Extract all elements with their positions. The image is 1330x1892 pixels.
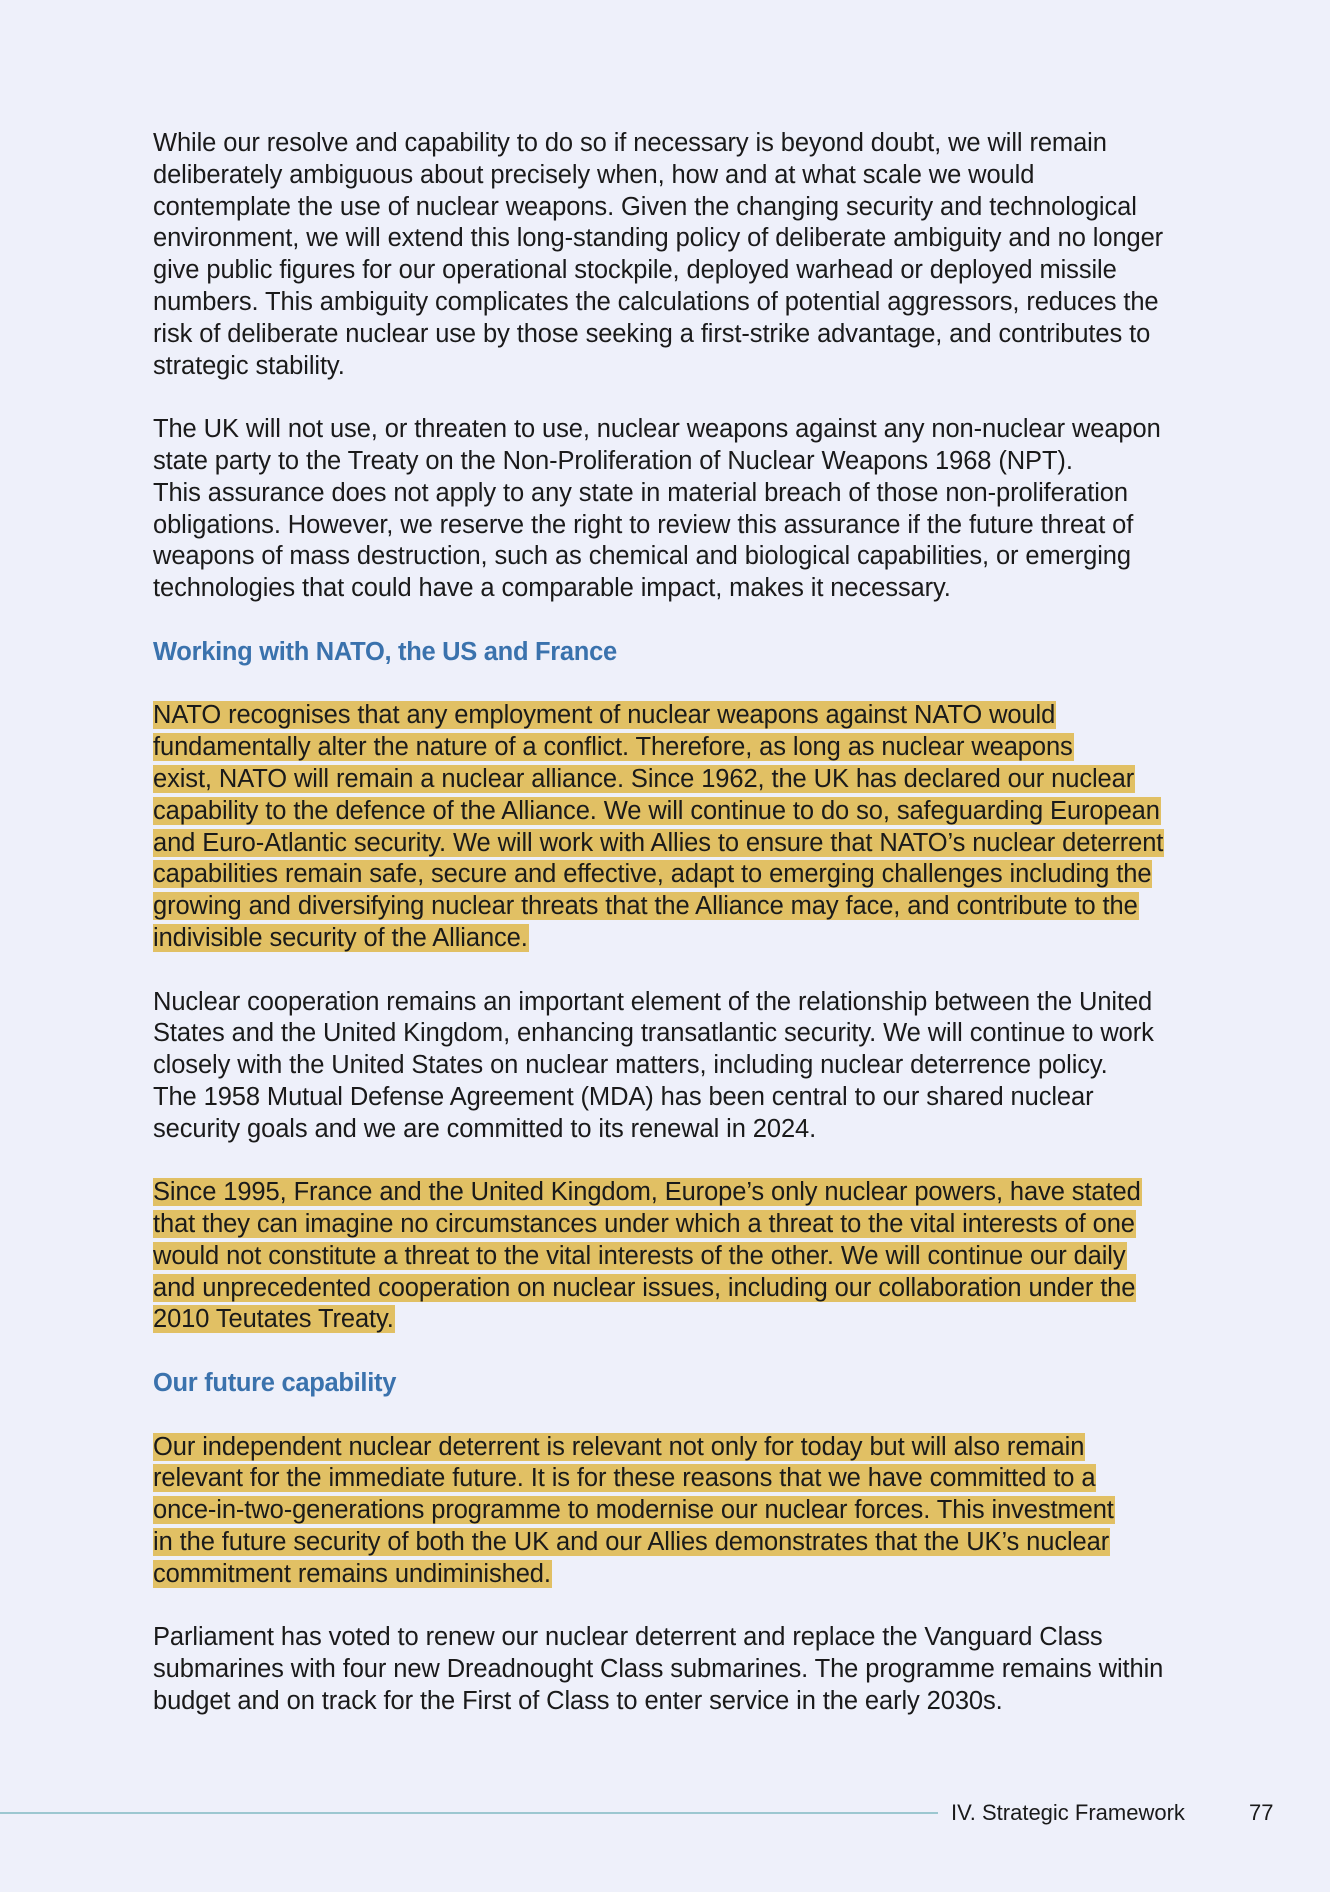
text-line <box>153 510 1213 542</box>
footer-divider <box>0 1812 938 1814</box>
text-line-content: security goals and we are committed to its renewal in 2024. <box>153 1114 817 1143</box>
text-line-content: budget and on track for the First of Class to enter service in the early 2030s. <box>153 1687 1003 1716</box>
text-line <box>153 541 1213 573</box>
text-line-content: once-in-two-generations programme to modernise our nuclear forces. This investment <box>153 1496 1114 1525</box>
text-line <box>153 1463 1213 1495</box>
text-line <box>153 1082 1213 1114</box>
section-heading: Our future capability <box>153 1369 397 1398</box>
text-line <box>153 1686 1213 1718</box>
text-line <box>153 573 1213 605</box>
text-line <box>153 160 1213 192</box>
text-line <box>153 128 1213 160</box>
text-line <box>153 1273 1213 1305</box>
footer-section-title: IV. Strategic Framework <box>951 1800 1185 1825</box>
text-line <box>153 1654 1213 1686</box>
text-line <box>153 192 1213 224</box>
text-line-content: The UK will not use, or threaten to use, nuclear weapons against any non-nuclear weapon <box>153 415 1161 444</box>
text-line-content: technologies that could have a comparable impact, makes it necessary. <box>153 574 951 603</box>
text-line-content: Our independent nuclear deterrent is relevant not only for today but will also remain <box>153 1432 1085 1461</box>
paragraph <box>153 414 1213 605</box>
text-line-content: strategic stability. <box>153 351 345 380</box>
text-line <box>153 1114 1213 1146</box>
text-line <box>153 828 1213 860</box>
text-line-content: exist, NATO will remain a nuclear alliance. Since 1962, the UK has declared our nuclear <box>153 764 1135 793</box>
text-line-content: The 1958 Mutual Defense Agreement (MDA) has been central to our shared nuclear <box>153 1082 1094 1111</box>
text-line-content: contemplate the use of nuclear weapons. Given the changing security and technological <box>153 192 1137 221</box>
text-line-content: indivisible security of the Alliance. <box>153 923 528 952</box>
text-line-content: Nuclear cooperation remains an important element of the relationship between the United <box>153 987 1153 1016</box>
highlighted-paragraph <box>153 1177 1213 1336</box>
text-line <box>153 1018 1213 1050</box>
text-line <box>153 1050 1213 1082</box>
text-line-content: would not constitute a threat to the vital interests of the other. We will continue our daily <box>153 1241 1126 1270</box>
text-line-content: and Euro-Atlantic security. We will work with Allies to ensure that NATO’s nuclear deterrent <box>153 828 1164 857</box>
text-line <box>153 1177 1213 1209</box>
text-line-content: weapons of mass destruction, such as chemical and biological capabilities, or emerging <box>153 542 1131 571</box>
text-line <box>153 859 1213 891</box>
text-line <box>153 1432 1213 1464</box>
text-line <box>153 351 1213 383</box>
text-line <box>153 891 1213 923</box>
text-line <box>153 796 1213 828</box>
text-line <box>153 923 1213 955</box>
text-line-content: Since 1995, France and the United Kingdom, Europe’s only nuclear powers, have stated <box>153 1178 1141 1207</box>
text-line-content: state party to the Treaty on the Non-Proliferation of Nuclear Weapons 1968 (NPT). <box>153 446 1073 475</box>
text-line <box>153 764 1213 796</box>
text-line <box>153 1622 1213 1654</box>
text-line <box>153 700 1213 732</box>
text-line-content: fundamentally alter the nature of a conflict. Therefore, as long as nuclear weapons <box>153 733 1073 762</box>
text-line-content: environment, we will extend this long-standing policy of deliberate ambiguity and no longer <box>153 224 1164 253</box>
text-line-content: and unprecedented cooperation on nuclear issues, including our collaboration under the <box>153 1273 1136 1302</box>
text-line <box>153 255 1213 287</box>
text-line <box>153 1241 1213 1273</box>
text-line <box>153 319 1213 351</box>
text-line-content: that they can imagine no circumstances under which a threat to the vital interests of one <box>153 1210 1135 1239</box>
section-heading: Working with NATO, the US and France <box>153 637 617 666</box>
text-line-content: States and the United Kingdom, enhancing transatlantic security. We will continue to work <box>153 1019 1154 1048</box>
text-line <box>153 1209 1213 1241</box>
paragraph <box>153 1622 1213 1717</box>
text-line <box>153 223 1213 255</box>
text-line <box>153 414 1213 446</box>
paragraph <box>153 987 1213 1146</box>
text-line <box>153 1559 1213 1591</box>
text-line-content: capability to the defence of the Alliance. We will continue to do so, safeguarding European <box>153 796 1160 825</box>
text-line-content: 2010 Teutates Treaty. <box>153 1305 394 1334</box>
text-line <box>153 987 1213 1019</box>
text-line-content: This assurance does not apply to any state in material breach of those non-proliferation <box>153 478 1128 507</box>
text-line-content: NATO recognises that any employment of nuclear weapons against NATO would <box>153 701 1056 730</box>
page-number: 77 <box>1249 1800 1274 1825</box>
text-line <box>153 478 1213 510</box>
text-line <box>153 287 1213 319</box>
document-body <box>153 128 1213 1750</box>
text-line <box>153 1527 1213 1559</box>
text-line <box>153 732 1213 764</box>
text-line-content: commitment remains undiminished. <box>153 1559 551 1588</box>
text-line-content: While our resolve and capability to do so if necessary is beyond doubt, we will remain <box>153 129 1107 157</box>
text-line-content: deliberately ambiguous about precisely when, how and at what scale we would <box>153 160 1035 189</box>
text-line <box>153 446 1213 478</box>
text-line-content: growing and diversifying nuclear threats that the Alliance may face, and contribute to the <box>153 892 1138 921</box>
text-line <box>153 1304 1213 1336</box>
text-line-content: capabilities remain safe, secure and effective, adapt to emerging challenges including the <box>153 860 1152 889</box>
text-line-content: submarines with four new Dreadnought Class submarines. The programme remains within <box>153 1655 1164 1684</box>
highlighted-paragraph <box>153 700 1213 954</box>
text-line-content: closely with the United States on nuclear matters, including nuclear deterrence policy. <box>153 1051 1108 1080</box>
page-footer <box>0 1796 1330 1830</box>
text-line-content: risk of deliberate nuclear use by those seeking a first-strike advantage, and contributes to <box>153 319 1151 348</box>
highlighted-paragraph <box>153 1432 1213 1591</box>
paragraph <box>153 128 1213 382</box>
text-line-content: obligations. However, we reserve the right to review this assurance if the future threat of <box>153 510 1134 539</box>
text-line-content: relevant for the immediate future. It is for these reasons that we have committed to a <box>153 1464 1096 1493</box>
text-line-content: numbers. This ambiguity complicates the calculations of potential aggressors, reduces the <box>153 287 1159 316</box>
text-line <box>153 1495 1213 1527</box>
text-line-content: give public figures for our operational stockpile, deployed warhead or deployed missile <box>153 256 1117 285</box>
text-line-content: in the future security of both the UK and our Allies demonstrates that the UK’s nuclear <box>153 1528 1110 1557</box>
text-line-content: Parliament has voted to renew our nuclear deterrent and replace the Vanguard Class <box>153 1623 1103 1652</box>
